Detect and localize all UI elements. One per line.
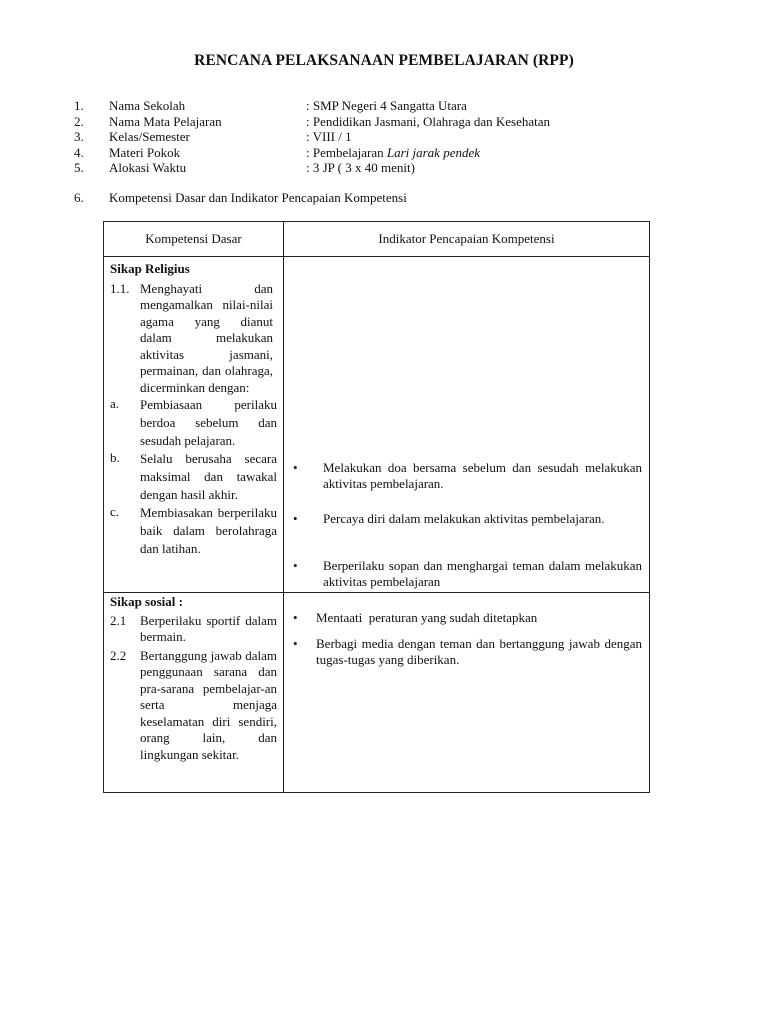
indikator-religius-cell (284, 257, 650, 593)
info-label: Nama Sekolah (109, 98, 186, 113)
header-indikator: Indikator Pencapaian Kompetensi (284, 222, 650, 257)
kd-sub-mark: c. (110, 504, 120, 519)
indikator-sosial-cell (284, 593, 650, 793)
info-row (74, 114, 694, 130)
bullet-icon: • (293, 558, 298, 573)
section-number: 6. (74, 190, 84, 205)
kd-sub-item (110, 504, 277, 558)
competency-table (103, 221, 650, 793)
kd-item-text: Menghayati dan mengamalkan nilai-nilai agama yang dianut dalam melakukan aktivitas jasmani, permainan, dan olahraga, dicerminkan dengan: (140, 280, 273, 395)
bullet-icon: • (293, 460, 298, 475)
kd-item-text: Bertanggung jawab dalam penggunaan sarana dan pra-sarana pembelajar-an serta menjaga keselamatan diri sendiri, orang lain, dan lingkungan sekitar. (140, 647, 277, 762)
info-value-text: : Pembelajaran (306, 144, 387, 160)
table-row-religius (104, 257, 650, 593)
kd-item (110, 648, 277, 764)
info-value: : SMP Negeri 4 Sangatta Utara (306, 98, 467, 113)
info-value: : 3 JP ( 3 x 40 menit) (306, 160, 415, 175)
kd-sub-item (110, 450, 277, 504)
info-list (74, 98, 694, 176)
info-value-italic: Lari jarak pendek (386, 144, 481, 160)
table-row-sosial (104, 593, 650, 793)
kd-sub-mark: b. (110, 450, 120, 465)
info-label: Kelas/Semester (109, 129, 190, 144)
kd-item (110, 613, 277, 646)
sosial-heading: Sikap sosial : (110, 594, 183, 609)
kd-sub-text: Selalu berusaha secara maksimal dan tawakal dengan hasil akhir. (140, 451, 277, 502)
kd-item-number: 2.1 (110, 612, 127, 628)
kd-sub-text: Pembiasaan perilaku berdoa sebelum dan sesudah pelajaran. (140, 397, 277, 448)
kd-item-text: Berperilaku sportif dalam bermain. (140, 612, 277, 644)
religius-heading: Sikap Religius (110, 261, 190, 276)
indicator-item (291, 460, 642, 492)
indicator-text: Berbagi media dengan teman dan bertanggung jawab dengan tugas-tugas yang diberikan. (316, 636, 642, 667)
kd-item-number: 2.2 (110, 647, 127, 663)
indicator-text: Mentaati peraturan yang sudah ditetapkan (316, 610, 538, 625)
info-number: 5. (74, 160, 84, 175)
indicator-text: Melakukan doa bersama sebelum dan sesudah melakukan aktivitas pembelajaran. (323, 460, 642, 491)
kd-sub-item (110, 396, 277, 450)
section-label: Kompetensi Dasar dan Indikator Pencapaian Kompetensi (109, 190, 407, 205)
indicator-item (291, 610, 642, 626)
kd-item-number: 1.1. (110, 280, 130, 296)
document-title: RENCANA PELAKSANAAN PEMBELAJARAN (RPP) (194, 52, 574, 69)
kd-sosial-cell (104, 593, 284, 793)
info-value: : VIII / 1 (306, 129, 352, 144)
table-header-row (104, 222, 650, 257)
info-row (74, 160, 694, 176)
info-label: Nama Mata Pelajaran (109, 113, 222, 129)
indicator-item (291, 511, 642, 527)
bullet-icon: • (293, 511, 298, 526)
kd-sub-text: Membiasakan berperilaku baik dalam berolahraga dan latihan. (140, 505, 277, 556)
info-label: Materi Pokok (109, 144, 181, 160)
info-value (306, 145, 480, 161)
info-value: : Pendidikan Jasmani, Olahraga dan Kesehatan (306, 113, 551, 129)
info-number: 2. (74, 113, 84, 129)
kd-item (110, 281, 277, 397)
bullet-icon: • (293, 610, 298, 625)
header-kompetensi-dasar: Kompetensi Dasar (104, 222, 284, 257)
indicator-text: Berperilaku sopan dan menghargai teman dalam melakukan aktivitas pembelajaran (323, 558, 642, 589)
indicator-text: Percaya diri dalam melakukan aktivitas pembelajaran. (323, 511, 605, 526)
info-row (74, 129, 694, 145)
info-row (74, 98, 694, 114)
info-label: Alokasi Waktu (109, 160, 187, 175)
indicator-item (291, 558, 642, 590)
bullet-icon: • (293, 636, 298, 651)
kd-religius-cell (104, 257, 284, 593)
info-number: 3. (74, 129, 84, 144)
kd-sub-mark: a. (110, 396, 120, 411)
info-row (74, 145, 694, 161)
info-number: 4. (74, 144, 84, 160)
indicator-item (291, 636, 642, 668)
info-number: 1. (74, 98, 84, 113)
